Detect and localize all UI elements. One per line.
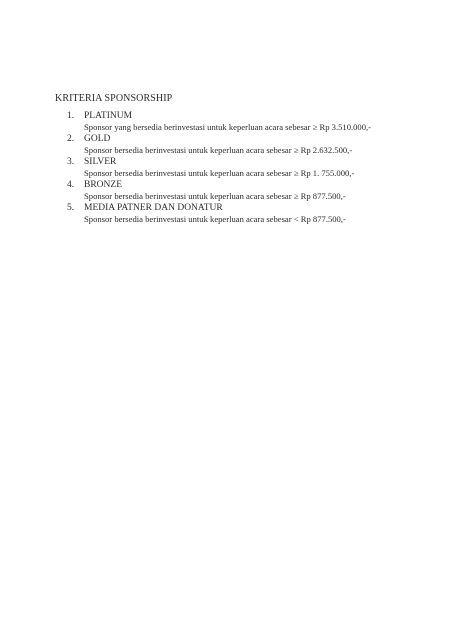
list-item-description: Sponsor bersedia berinvestasi untuk keperluan acara sebesar < Rp 877.500,-: [84, 214, 346, 224]
list-item-title: BRONZE: [84, 180, 122, 190]
list-item-title: MEDIA PATNER DAN DONATUR: [84, 203, 223, 213]
list-item-description: Sponsor bersedia berinvestasi untuk keperluan acara sebesar ≥ Rp 2.632.500,-: [84, 145, 353, 155]
list-item-description: Sponsor bersedia berinvestasi untuk keperluan acara sebesar ≥ Rp 877.500,-: [84, 191, 346, 201]
list-item-number: 2.: [67, 134, 75, 144]
list-item-description: Sponsor bersedia berinvestasi untuk keperluan acara sebesar ≥ Rp 1. 755.000,-: [84, 168, 355, 178]
list-item-title: GOLD: [84, 134, 111, 144]
sponsorship-criteria-list: [0, 111, 474, 226]
list-item-gold: [0, 134, 474, 157]
list-item-title: SILVER: [84, 157, 117, 167]
list-item-media-partner: [0, 203, 474, 226]
list-item-silver: [0, 157, 474, 180]
list-item-number: 3.: [67, 157, 75, 167]
list-item-platinum: [0, 111, 474, 134]
list-item-title: PLATINUM: [84, 111, 133, 121]
document-heading: KRITERIA SPONSORSHIP: [55, 93, 173, 104]
list-item-number: 4.: [67, 180, 75, 190]
list-item-description: Sponsor yang bersedia berinvestasi untuk keperluan acara sebesar ≥ Rp 3.510.000,-: [84, 122, 372, 132]
list-item-bronze: [0, 180, 474, 203]
list-item-number: 1.: [67, 111, 75, 121]
list-item-number: 5.: [67, 203, 75, 213]
